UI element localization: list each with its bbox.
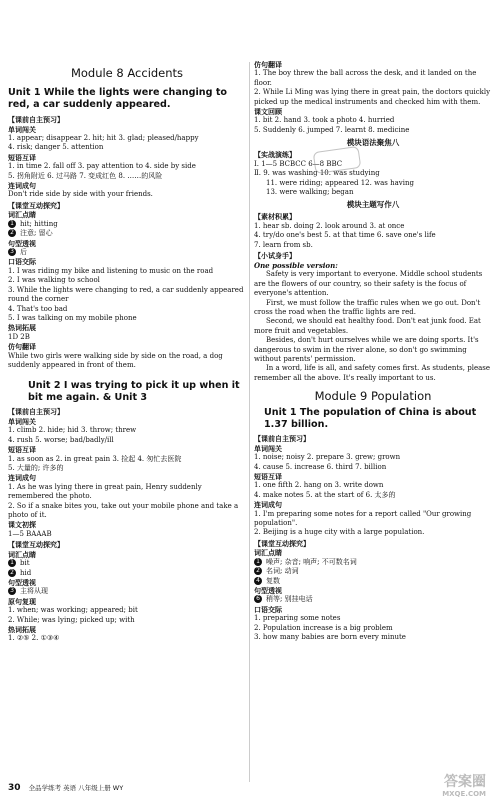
answer-line: 5. Suddenly 6. jumped 7. learnt 8. medicine [254, 125, 410, 134]
heading-sentences: 连词成句 [8, 473, 36, 483]
answer-line: 4 复数 [254, 577, 492, 586]
essay-paragraph: First, we must follow the traffic rules when we go out. Don't cross the road when the traffic lights are red. [254, 298, 481, 316]
answer-line: 4. risk; danger 5. attention [8, 143, 104, 152]
section-class: 【课堂互动探究】 [254, 538, 310, 548]
answer-line: 4. rush 5. worse; bad/badly/ill [8, 435, 114, 444]
answer-line: 1. appear; disappear 2. hit; hit 3. glad; pleased/happy [8, 134, 199, 142]
answer-line: 13. were walking; began [266, 188, 354, 197]
section-preview: 【课前自主预习】 [8, 115, 64, 124]
answer-line: 1 噪声; 杂音; 响声; 不可数名词 [254, 558, 492, 567]
unit-1-title: Unit 1 The population of China is about 1.37 billion. [264, 407, 477, 431]
module-9-title: Module 9 Population [314, 389, 432, 404]
answer-line: 3. how many babies are born every minute [254, 633, 406, 642]
heading-phrases: 短语互译 [254, 471, 282, 481]
heading-sentence-view: 句型透视 [8, 578, 36, 588]
heading-sentences: 连词成句 [254, 500, 282, 510]
answer-line: 2 名词; 动词 [254, 567, 492, 576]
answer-line: 6 稍等; 别挂电话 [254, 595, 492, 604]
number-2-icon: 2 [8, 229, 16, 237]
answer-line: Ⅱ. 9. was washing 10. was studying [254, 169, 380, 178]
module-8-title: Module 8 Accidents [70, 66, 184, 80]
answer-line: 2. So if a snake bites you, take out your mobile phone and take a photo of it. [8, 501, 239, 519]
number-6-icon: 6 [254, 595, 262, 603]
page-number: 30 [8, 783, 21, 793]
section-try: 【小试身手】 [254, 251, 296, 261]
answer-line: 1—5 BAAAB [8, 529, 52, 538]
essay-paragraph: Besides, don't hurt ourselves while we are doing sports. It's dangerous to swim in the river alone, so don't go swimming without parents' permission. [254, 336, 479, 363]
answer-line: 3 主将从现 [8, 587, 246, 596]
watermark-logo [442, 776, 486, 800]
essay-paragraph: In a word, life is all, and safety comes first. As students, please remember all the above. It's really important to us. [254, 364, 490, 382]
answer-line: 1. The boy threw the ball across the desk, and it landed on the floor. [254, 69, 477, 87]
answer-line: Ⅰ. 1—5 BCBCC 6—8 BBC [254, 159, 343, 168]
heading-hot-words: 热词拓展 [8, 323, 36, 333]
answer-line: 1. as soon as 2. in great pain 3. 捡起 4. 匆忙去医院 [8, 454, 182, 463]
number-1-icon: 1 [8, 559, 16, 567]
answer-line: 5. 大量的; 许多的 [8, 463, 64, 472]
heading-test: 课文初探 [8, 520, 36, 530]
answer-line: 4. make notes 5. at the start of 6. 太多的 [254, 490, 396, 499]
heading-oral: 口语交际 [254, 604, 282, 614]
writing-banner: 模块主题写作八 [346, 200, 400, 210]
answer-line: 2. I was walking to school [8, 276, 100, 285]
heading-sentences: 连词成句 [8, 181, 36, 191]
number-3-icon: 3 [8, 587, 16, 595]
answer-line: 2. Population increase is a big problem [254, 623, 393, 632]
answer-line: 1. I'm preparing some notes for a report called "Our growing population". [254, 509, 472, 527]
footer-text: 全品学练考 英语 八年级上册 WY [28, 784, 124, 792]
answer-line: 2. While; was lying; picked up; with [8, 615, 135, 624]
heading-translation: 仿句翻译 [8, 342, 36, 352]
answer-line: 1. preparing some notes [254, 614, 341, 623]
heading-sentence-view: 句型透视 [254, 586, 282, 596]
grammar-banner: 模块语法聚焦八 [346, 138, 400, 148]
heading-translation: 仿句翻译 [254, 60, 282, 69]
heading-words: 单词闯关 [8, 416, 36, 426]
right-column [254, 0, 492, 642]
section-material: 【素材积累】 [254, 212, 296, 222]
answer-line: 5. 拐角附近 6. 过马路 7. 变成红色 8. ……的风险 [8, 171, 163, 180]
left-column [8, 0, 246, 644]
answer-line: 2. While Li Ming was lying there in great pain, the doctors quickly picked up the medical instruments and checked him with them. [254, 88, 491, 106]
heading-words: 单词闯关 [254, 443, 282, 453]
answer-line: 1. hear sb. doing 2. look around 3. at once [254, 222, 405, 231]
answer-line: 1. ②⑤ 2. ①③④ [8, 634, 60, 643]
answer-line: 2. Beijing is a huge city with a large population. [254, 528, 425, 537]
answer-line: 1. noise; noisy 2. prepare 3. grew; grown [254, 453, 401, 462]
heading-phrases: 短语互译 [8, 445, 36, 455]
heading-words: 单词闯关 [8, 124, 36, 134]
answer-line: 3 后 [8, 248, 246, 257]
answer-line: 7. learn from sb. [254, 240, 313, 249]
unit-1-title: Unit 1 While the lights were changing to red, a car suddenly appeared. [8, 87, 227, 110]
number-2-icon: 2 [254, 567, 262, 575]
section-practice: 【实战演练】 [254, 150, 296, 160]
answer-line: Don't ride side by side with your friends. [8, 190, 153, 199]
answer-line: 2 注意; 留心 [8, 229, 246, 238]
answer-line: 1. bit 2. hand 3. took a photo 4. hurried [254, 116, 395, 125]
number-3-icon: 3 [8, 248, 16, 256]
heading-sentence-view: 句型透视 [8, 238, 36, 248]
answer-line: 4. cause 5. increase 6. third 7. billion [254, 462, 387, 471]
answer-line: While two girls were walking side by side on the road, a dog suddenly appeared in front of them. [8, 351, 223, 369]
number-4-icon: 4 [254, 577, 262, 585]
heading-review: 课文回顾 [254, 107, 282, 117]
section-class: 【课堂互动探究】 [8, 200, 64, 210]
answer-line: 5. I was talking on my mobile phone [8, 313, 137, 322]
heading-vocab: 词汇点睛 [8, 210, 36, 220]
watermark-top: 答案圈 [444, 774, 486, 790]
answer-line: 1 hit; hitting [8, 220, 246, 229]
heading-hot-words: 热词拓展 [8, 625, 36, 635]
heading-phrases: 短语互译 [8, 152, 36, 162]
answer-line: 1. when; was working; appeared; bit [8, 606, 138, 615]
answer-line: 1. As he was lying there in great pain, Henry suddenly remembered the photo. [8, 482, 202, 501]
number-1-icon: 1 [254, 558, 262, 566]
answer-line: 1. I was riding my bike and listening to music on the road [8, 266, 214, 275]
answer-line: 4. That's too bad [8, 304, 68, 313]
answer-line: 1. one fifth 2. hang on 3. write down [254, 481, 384, 490]
answer-line: 1. climb 2. hide; hid 3. throw; threw [8, 426, 137, 435]
answer-line: 3. While the lights were changing to red, a car suddenly appeared round the corner [8, 285, 244, 304]
section-class: 【课堂互动探究】 [8, 540, 64, 550]
heading-original: 原句复现 [8, 596, 36, 606]
essay-paragraph: Second, we should eat healthy food. Don't eat junk food. Eat more fruit and vegetables. [254, 317, 481, 335]
answer-line: 1. in time 2. fall off 3. pay attention to 4. side by side [8, 162, 196, 171]
answer-line: 11. were riding; appeared 12. was having [266, 178, 414, 187]
essay-label: One possible version: [254, 260, 338, 270]
answer-line: 1D 2B [8, 332, 30, 341]
number-2-icon: 2 [8, 569, 16, 577]
essay-paragraph: Safety is very important to everyone. Middle school students are the flowers of our country, so their safety is the focus of everyone's attention. [254, 270, 483, 298]
heading-vocab: 词汇点睛 [254, 548, 282, 558]
answer-line: 4. try/do one's best 5. at that time 6. save one's life [254, 231, 436, 240]
page-footer [8, 783, 123, 793]
section-preview: 【课前自主预习】 [8, 407, 64, 417]
answer-line: 2 hid [8, 569, 246, 578]
number-1-icon: 1 [8, 220, 16, 228]
heading-vocab: 词汇点睛 [8, 549, 36, 559]
heading-oral: 口语交际 [8, 257, 36, 267]
unit-2-title: Unit 2 I was trying to pick it up when it bit me again. & Unit 3 [28, 380, 240, 404]
watermark-bottom: MXQE.COM [442, 790, 486, 798]
column-divider [249, 62, 250, 782]
answer-line: 1 bit [8, 559, 246, 568]
section-preview: 【课前自主预习】 [254, 434, 310, 444]
